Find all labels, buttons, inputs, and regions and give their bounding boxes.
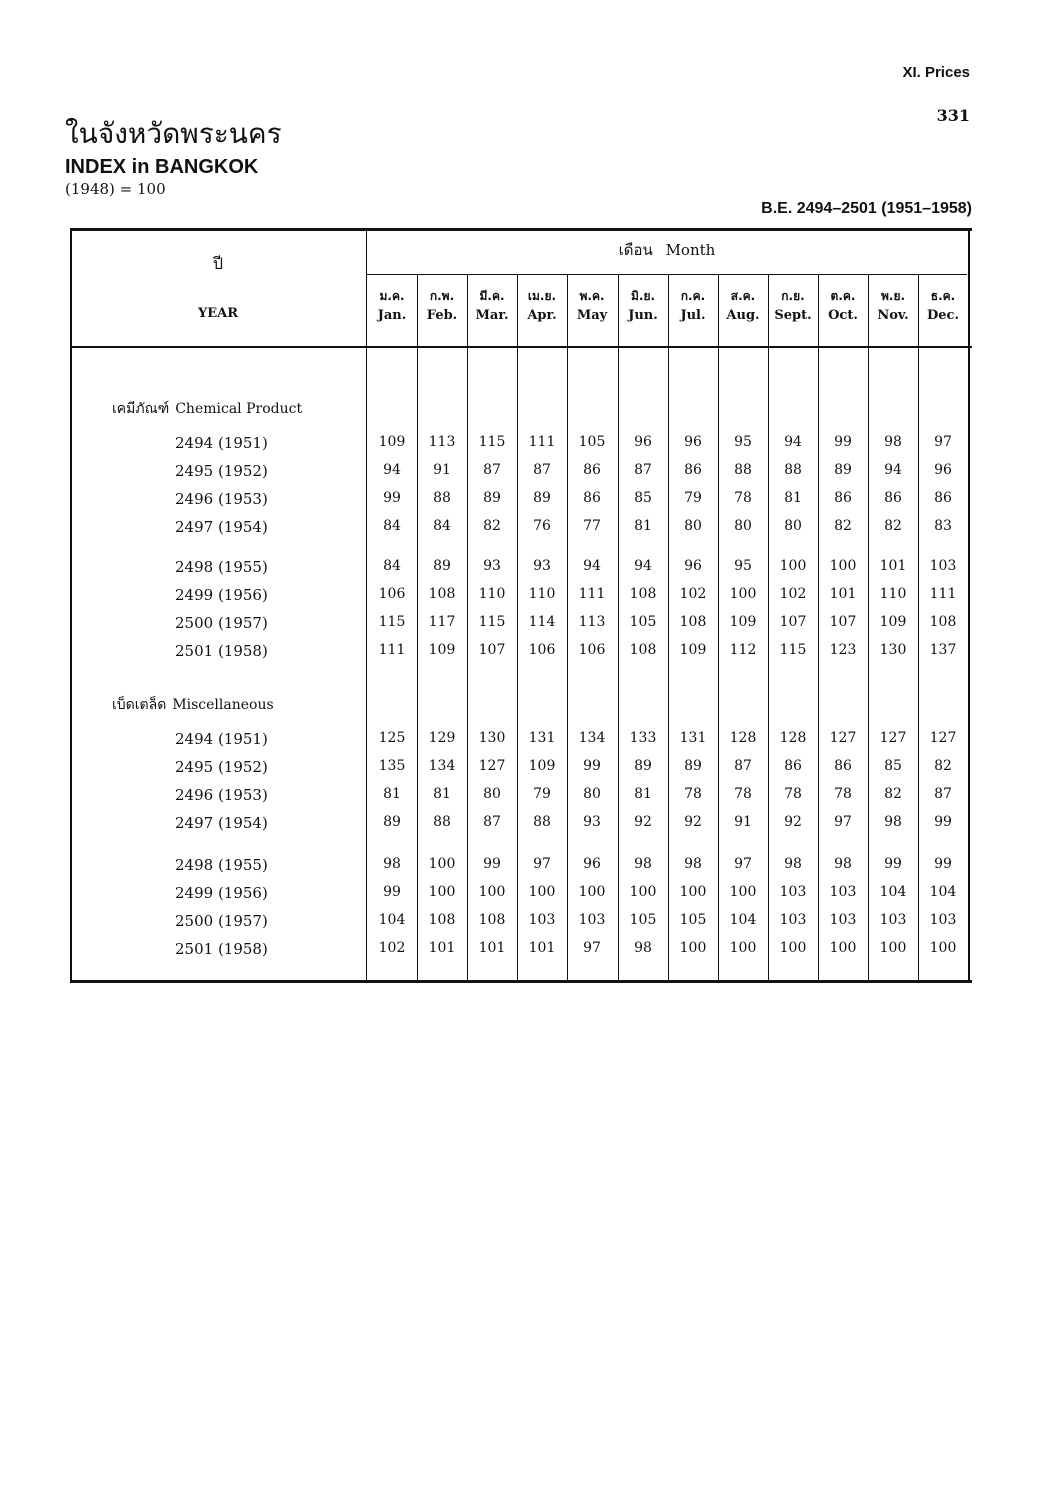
month-label-english: Aug. [726,308,760,323]
table-cell: 78 [684,786,702,802]
table-cell: 106 [578,642,606,658]
table-cell: 96 [583,856,601,872]
table-cell: 130 [478,730,506,746]
table-cell: 94 [784,434,802,450]
table-cell: 86 [583,490,601,506]
month-column-header [417,286,467,326]
month-header-rule [367,274,967,275]
table-cell: 105 [629,912,657,928]
table-cell: 81 [634,786,652,802]
period-label: B.E. 2494–2501 (1951–1958) [761,200,972,217]
table-cell: 125 [378,730,406,746]
table-cell: 99 [884,856,902,872]
table-cell: 100 [729,884,757,900]
table-cell: 98 [634,940,652,956]
table-cell: 81 [433,786,451,802]
table-cell: 89 [433,558,451,574]
table-cell: 133 [629,730,657,746]
month-label-english: Feb. [426,308,458,323]
group-title-thai: เคมีภัณฑ์ [112,401,170,417]
table-cell: 115 [478,614,506,630]
month-column-header [768,286,818,326]
table-cell: 84 [383,518,401,534]
table-cell: 82 [934,758,952,774]
table-cell: 99 [583,758,601,774]
table-cell: 100 [929,940,957,956]
table-cell: 103 [829,884,857,900]
year-header-english: YEAR [197,306,239,321]
table-cell: 93 [483,558,501,574]
table-cell: 78 [834,786,852,802]
table-cell: 109 [378,434,406,450]
table-cell: 99 [483,856,501,872]
month-label-english: Jul. [680,308,706,323]
table-cell: 80 [583,786,601,802]
table-cell: 130 [879,642,907,658]
row-year-label: 2499 (1956) [175,586,268,604]
table-cell: 82 [483,518,501,534]
table-cell: 86 [884,490,902,506]
row-year-label: 2498 (1955) [175,558,268,576]
table-cell: 89 [383,814,401,830]
table-cell: 108 [679,614,707,630]
table-cell: 92 [784,814,802,830]
table-cell: 101 [528,940,556,956]
table-cell: 99 [934,814,952,830]
month-column-header [618,286,668,326]
page-number: 331 [936,106,970,125]
table-cell: 97 [834,814,852,830]
table-cell: 111 [378,642,406,658]
month-label-thai: ก.ย. [781,289,805,303]
group-title-english: Miscellaneous [172,697,274,713]
month-column-header [718,286,768,326]
row-year-label: 2497 (1954) [175,814,268,832]
table-cell: 100 [578,884,606,900]
table-cell: 80 [483,786,501,802]
table-cell: 131 [679,730,707,746]
table-cell: 84 [383,558,401,574]
table-cell: 107 [779,614,807,630]
table-cell: 92 [634,814,652,830]
table-cell: 128 [729,730,757,746]
table-cell: 111 [528,434,556,450]
table-cell: 86 [834,758,852,774]
table-cell: 98 [834,856,852,872]
table-cell: 79 [533,786,551,802]
table-cell: 127 [478,758,506,774]
table-cell: 94 [884,462,902,478]
table-cell: 106 [378,586,406,602]
table-cell: 123 [829,642,857,658]
table-cell: 88 [533,814,551,830]
month-label-thai: ต.ค. [830,289,856,303]
table-cell: 109 [879,614,907,630]
row-year-label: 2496 (1953) [175,786,268,804]
table-cell: 114 [528,614,556,630]
table-cell: 91 [433,462,451,478]
month-column-header [668,286,718,326]
table-cell: 100 [428,884,456,900]
table-cell: 101 [829,586,857,602]
table-cell: 100 [629,884,657,900]
month-label-english: Apr. [527,308,557,323]
table-cell: 105 [679,912,707,928]
table-cell: 92 [684,814,702,830]
table-cell: 78 [734,490,752,506]
table-cell: 93 [533,558,551,574]
table-cell: 134 [428,758,456,774]
month-label-thai: มี.ค. [479,289,505,303]
table-cell: 80 [784,518,802,534]
table-cell: 134 [578,730,606,746]
table-cell: 81 [784,490,802,506]
table-cell: 108 [629,586,657,602]
group-title [112,694,274,716]
table-cell: 87 [483,814,501,830]
table-cell: 96 [684,434,702,450]
month-column-header [868,286,918,326]
table-cell: 104 [929,884,957,900]
table-cell: 87 [934,786,952,802]
table-cell: 109 [679,642,707,658]
month-label-english: Jun. [628,308,658,323]
table-cell: 80 [684,518,702,534]
table-cell: 109 [729,614,757,630]
month-header-english: Month [665,241,716,259]
table-cell: 100 [528,884,556,900]
month-label-english: Oct. [828,308,858,323]
row-year-label: 2499 (1956) [175,884,268,902]
table-cell: 99 [834,434,852,450]
table-cell: 82 [884,518,902,534]
table-cell: 104 [729,912,757,928]
table-cell: 100 [679,940,707,956]
table-cell: 103 [829,912,857,928]
table-cell: 102 [378,940,406,956]
month-label-thai: ส.ค. [730,289,756,303]
table-cell: 111 [578,586,606,602]
table-cell: 81 [383,786,401,802]
table-cell: 103 [578,912,606,928]
table-cell: 115 [378,614,406,630]
table-cell: 99 [934,856,952,872]
table-cell: 81 [634,518,652,534]
table-cell: 110 [879,586,907,602]
table-cell: 127 [879,730,907,746]
table-cell: 101 [879,558,907,574]
table-cell: 80 [734,518,752,534]
table-cell: 103 [528,912,556,928]
month-label-thai: พ.ค. [579,289,605,303]
table-cell: 88 [433,490,451,506]
table-cell: 98 [884,434,902,450]
row-year-label: 2500 (1957) [175,912,268,930]
price-index-table [70,228,972,984]
table-cell: 103 [929,558,957,574]
row-year-label: 2494 (1951) [175,434,268,452]
month-label-english: Jan. [377,308,407,323]
table-cell: 98 [634,856,652,872]
month-label-english: Dec. [927,308,959,323]
table-cell: 131 [528,730,556,746]
table-cell: 91 [734,814,752,830]
table-cell: 137 [929,642,957,658]
table-cell: 89 [533,490,551,506]
group-title-thai: เบ็ดเตล็ด [112,697,167,713]
month-column-header [918,286,968,326]
year-column-header [70,228,366,346]
table-cell: 86 [784,758,802,774]
table-cell: 77 [583,518,601,534]
table-cell: 100 [829,558,857,574]
table-cell: 95 [734,558,752,574]
row-year-label: 2496 (1953) [175,490,268,508]
month-label-english: Nov. [877,308,909,323]
table-cell: 76 [533,518,551,534]
table-cell: 108 [428,912,456,928]
table-cell: 98 [884,814,902,830]
table-cell: 100 [779,558,807,574]
table-cell: 87 [483,462,501,478]
table-cell: 79 [684,490,702,506]
table-cell: 103 [879,912,907,928]
month-label-thai: ม.ค. [379,289,405,303]
table-cell: 129 [428,730,456,746]
table-cell: 96 [684,558,702,574]
month-column-header [567,286,617,326]
table-cell: 104 [879,884,907,900]
table-cell: 78 [784,786,802,802]
group-title [112,398,302,420]
table-cell: 97 [934,434,952,450]
table-cell: 100 [779,940,807,956]
table-cell: 135 [378,758,406,774]
table-cell: 100 [879,940,907,956]
table-cell: 109 [428,642,456,658]
table-cell: 100 [428,856,456,872]
row-year-label: 2495 (1952) [175,462,268,480]
month-label-english: Sept. [774,308,812,323]
table-cell: 110 [528,586,556,602]
table-cell: 85 [884,758,902,774]
table-cell: 108 [478,912,506,928]
table-cell: 106 [528,642,556,658]
table-cell: 94 [634,558,652,574]
table-cell: 102 [779,586,807,602]
table-cell: 99 [383,490,401,506]
table-cell: 86 [684,462,702,478]
table-cell: 84 [433,518,451,534]
month-label-thai: ก.ค. [680,289,706,303]
table-cell: 113 [578,614,606,630]
table-cell: 96 [934,462,952,478]
table-cell: 115 [779,642,807,658]
table-cell: 88 [784,462,802,478]
row-year-label: 2501 (1958) [175,940,268,958]
table-cell: 86 [934,490,952,506]
table-cell: 103 [929,912,957,928]
table-cell: 89 [483,490,501,506]
table-cell: 103 [779,912,807,928]
table-cell: 110 [478,586,506,602]
month-column-header [367,286,417,326]
table-cell: 88 [433,814,451,830]
month-group-header [367,238,967,262]
row-year-label: 2495 (1952) [175,758,268,776]
table-cell: 87 [533,462,551,478]
table-cell: 82 [884,786,902,802]
table-cell: 102 [679,586,707,602]
page-title: INDEX in BANGKOK [65,156,259,178]
month-label-thai: ก.พ. [429,289,455,303]
table-cell: 93 [583,814,601,830]
table-cell: 100 [829,940,857,956]
table-bottom-rule [70,980,972,983]
row-year-label: 2501 (1958) [175,642,268,660]
table-cell: 104 [378,912,406,928]
base-year-note: (1948) = 100 [65,180,166,198]
table-cell: 95 [734,434,752,450]
table-cell: 100 [729,940,757,956]
table-cell: 107 [829,614,857,630]
table-cell: 86 [834,490,852,506]
page-title-thai: ในจังหวัดพระนคร [65,117,282,150]
table-cell: 101 [428,940,456,956]
table-cell: 99 [383,884,401,900]
table-cell: 103 [779,884,807,900]
table-cell: 117 [428,614,456,630]
month-label-thai: พ.ย. [880,289,906,303]
table-cell: 85 [634,490,652,506]
month-column-header [517,286,567,326]
table-cell: 100 [679,884,707,900]
table-cell: 83 [934,518,952,534]
table-cell: 89 [634,758,652,774]
table-cell: 115 [478,434,506,450]
table-cell: 87 [734,758,752,774]
table-cell: 97 [734,856,752,872]
month-header-thai: เดือน [618,241,653,259]
table-cell: 94 [383,462,401,478]
table-cell: 108 [929,614,957,630]
table-cell: 113 [428,434,456,450]
table-cell: 94 [583,558,601,574]
table-cell: 112 [729,642,757,658]
table-cell: 82 [834,518,852,534]
table-cell: 127 [829,730,857,746]
row-year-label: 2497 (1954) [175,518,268,536]
table-cell: 88 [734,462,752,478]
table-right-rule [968,228,970,983]
month-column-header [818,286,868,326]
table-cell: 87 [634,462,652,478]
table-cell: 128 [779,730,807,746]
month-label-english: May [576,308,608,323]
month-label-thai: มิ.ย. [630,289,656,303]
table-cell: 127 [929,730,957,746]
table-cell: 97 [533,856,551,872]
table-cell: 89 [684,758,702,774]
table-cell: 108 [629,642,657,658]
row-year-label: 2498 (1955) [175,856,268,874]
table-cell: 108 [428,586,456,602]
group-title-english: Chemical Product [175,401,303,417]
month-label-thai: เม.ย. [527,289,557,303]
table-cell: 78 [734,786,752,802]
table-cell: 105 [578,434,606,450]
table-cell: 98 [784,856,802,872]
row-year-label: 2494 (1951) [175,730,268,748]
month-label-thai: ธ.ค. [930,289,956,303]
month-label-english: Mar. [475,308,509,323]
row-year-label: 2500 (1957) [175,614,268,632]
year-header-thai: ปี [212,254,224,273]
table-cell: 97 [583,940,601,956]
table-cell: 89 [834,462,852,478]
table-cell: 98 [383,856,401,872]
month-column-header [467,286,517,326]
table-cell: 111 [929,586,957,602]
table-cell: 101 [478,940,506,956]
table-cell: 100 [729,586,757,602]
section-label: XI. Prices [902,64,970,81]
table-cell: 109 [528,758,556,774]
table-cell: 105 [629,614,657,630]
table-cell: 100 [478,884,506,900]
table-cell: 107 [478,642,506,658]
table-cell: 98 [684,856,702,872]
table-header-rule [70,346,972,348]
table-cell: 86 [583,462,601,478]
table-cell: 96 [634,434,652,450]
